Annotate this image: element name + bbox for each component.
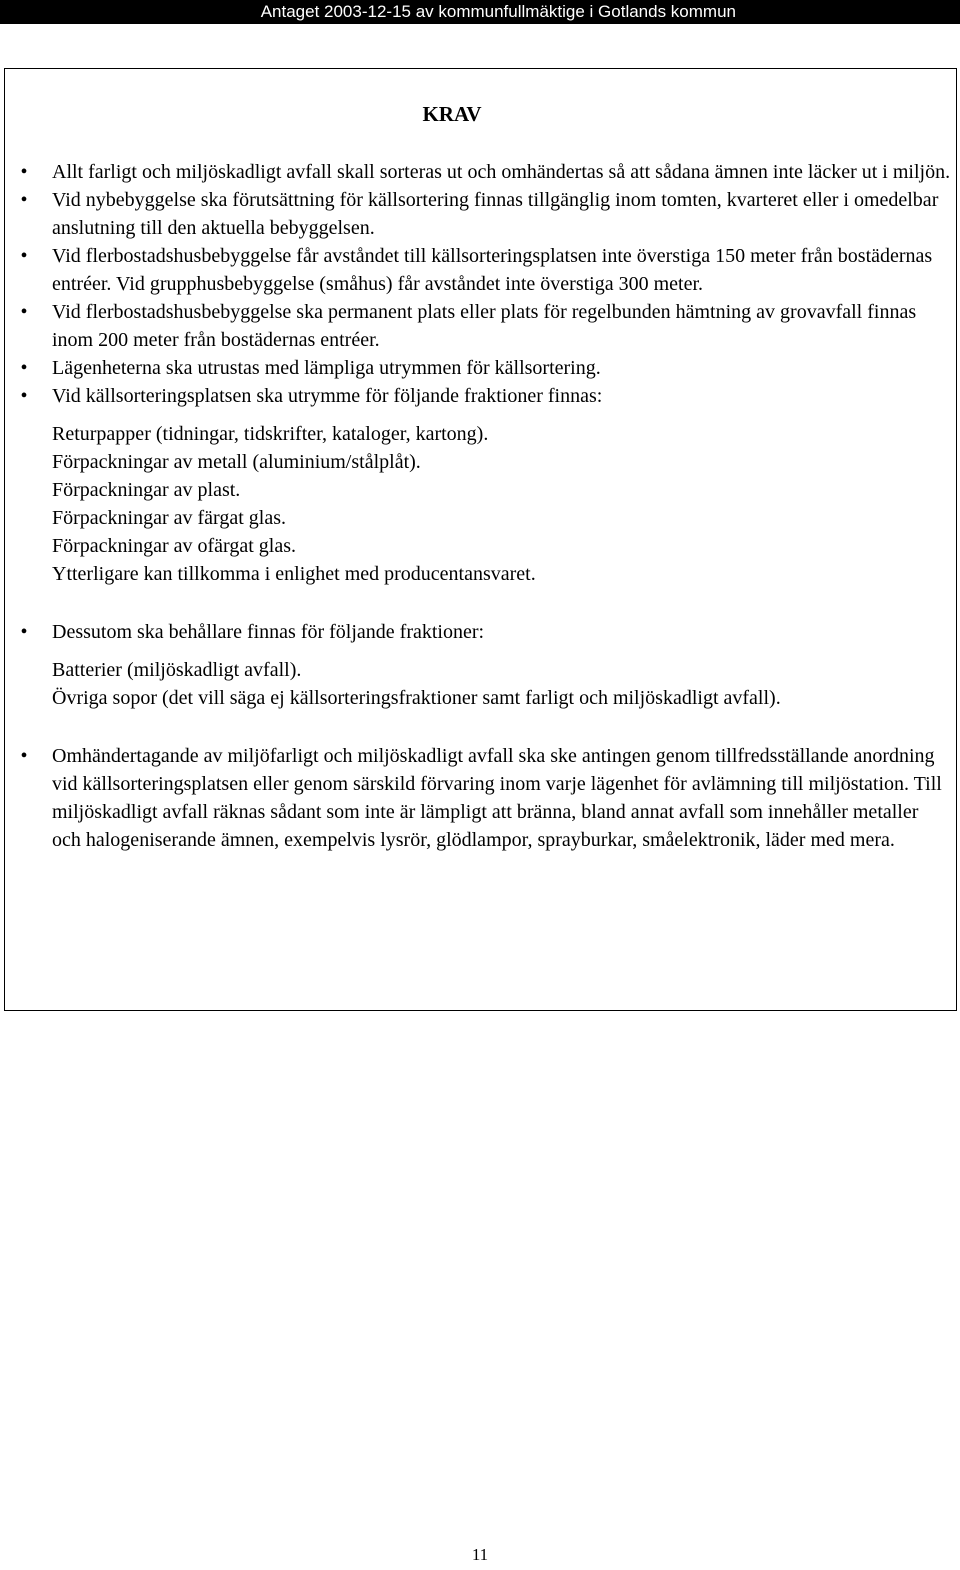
page-header (0, 0, 960, 24)
bullet-icon: • (20, 245, 28, 267)
fraction-line: Förpackningar av färgat glas. (52, 507, 286, 529)
list-item (20, 186, 952, 242)
bullet-icon: • (20, 161, 28, 183)
list-item (20, 298, 952, 354)
list-item (20, 158, 952, 186)
list-item-text: Vid källsorteringsplatsen ska utrymme för följande fraktioner finnas: (52, 385, 603, 407)
list-item-text: Vid flerbostadshusbebyggelse får avståndet till källsorteringsplatsen inte överstiga 150 meter från bostädernas entréer. Vid grupphusbebyggelse (småhus) får avståndet inte överstiga 300 meter. (52, 245, 933, 295)
header-text: Antaget 2003-12-15 av kommunfullmäktige i Gotlands kommun (260, 2, 736, 21)
list-item-text: Vid nybebyggelse ska förutsättning för källsortering finnas tillgänglig inom tomten, kvarteret eller i omedelbar anslutning till den aktuella bebyggelsen. (52, 189, 939, 239)
list-item-text: Lägenheterna ska utrustas med lämpliga utrymmen för källsortering. (52, 357, 601, 379)
list-item (20, 382, 952, 410)
page-number: 11 (471, 1545, 489, 1564)
list-item (20, 618, 952, 646)
fraction-line: Förpackningar av metall (aluminium/stålplåt). (52, 451, 421, 473)
bullet-icon: • (20, 301, 28, 323)
list-item (20, 242, 952, 298)
list-item-text: Omhändertagande av miljöfarligt och miljöskadligt avfall ska ske antingen genom tillfredsställande anordning vid källsorteringsplatsen eller genom särskild förvaring inom varje lägenhet för avlämning till miljöstation. Till miljöskadligt avfall räknas sådant som inte är lämpligt att bränna, bland annat avfall som innehåller metaller och halogeniserande ämnen, exempelvis lysrör, glödlampor, sprayburkar, småelektronik, läder med mera. (52, 745, 942, 851)
fraction-line: Förpackningar av plast. (52, 479, 241, 501)
list-item-text: Vid flerbostadshusbebyggelse ska permanent plats eller plats för regelbunden hämtning av grovavfall finnas inom 200 meter från bostädernas entréer. (52, 301, 917, 351)
section-title: KRAV (422, 102, 482, 126)
bullet-icon: • (20, 621, 28, 643)
fraction-line: Batterier (miljöskadligt avfall). (52, 659, 302, 681)
bullet-icon: • (20, 385, 28, 407)
list-item (20, 354, 952, 382)
fraction-line: Förpackningar av ofärgat glas. (52, 535, 296, 557)
bullet-icon: • (20, 357, 28, 379)
bullet-icon: • (20, 189, 28, 211)
fraction-line: Övriga sopor (det vill säga ej källsorteringsfraktioner samt farligt och miljöskadligt avfall). (52, 687, 781, 709)
bullet-icon: • (20, 745, 28, 767)
list-item-text: Dessutom ska behållare finnas för följande fraktioner: (52, 621, 485, 643)
requirements-list (20, 158, 952, 854)
list-item-text: Allt farligt och miljöskadligt avfall skall sorteras ut och omhändertas så att sådana ämnen inte läcker ut i miljön. (52, 161, 951, 183)
fraction-line: Returpapper (tidningar, tidskrifter, kataloger, kartong). (52, 423, 489, 445)
fraction-line: Ytterligare kan tillkomma i enlighet med producentansvaret. (52, 563, 536, 585)
list-item (20, 742, 952, 854)
